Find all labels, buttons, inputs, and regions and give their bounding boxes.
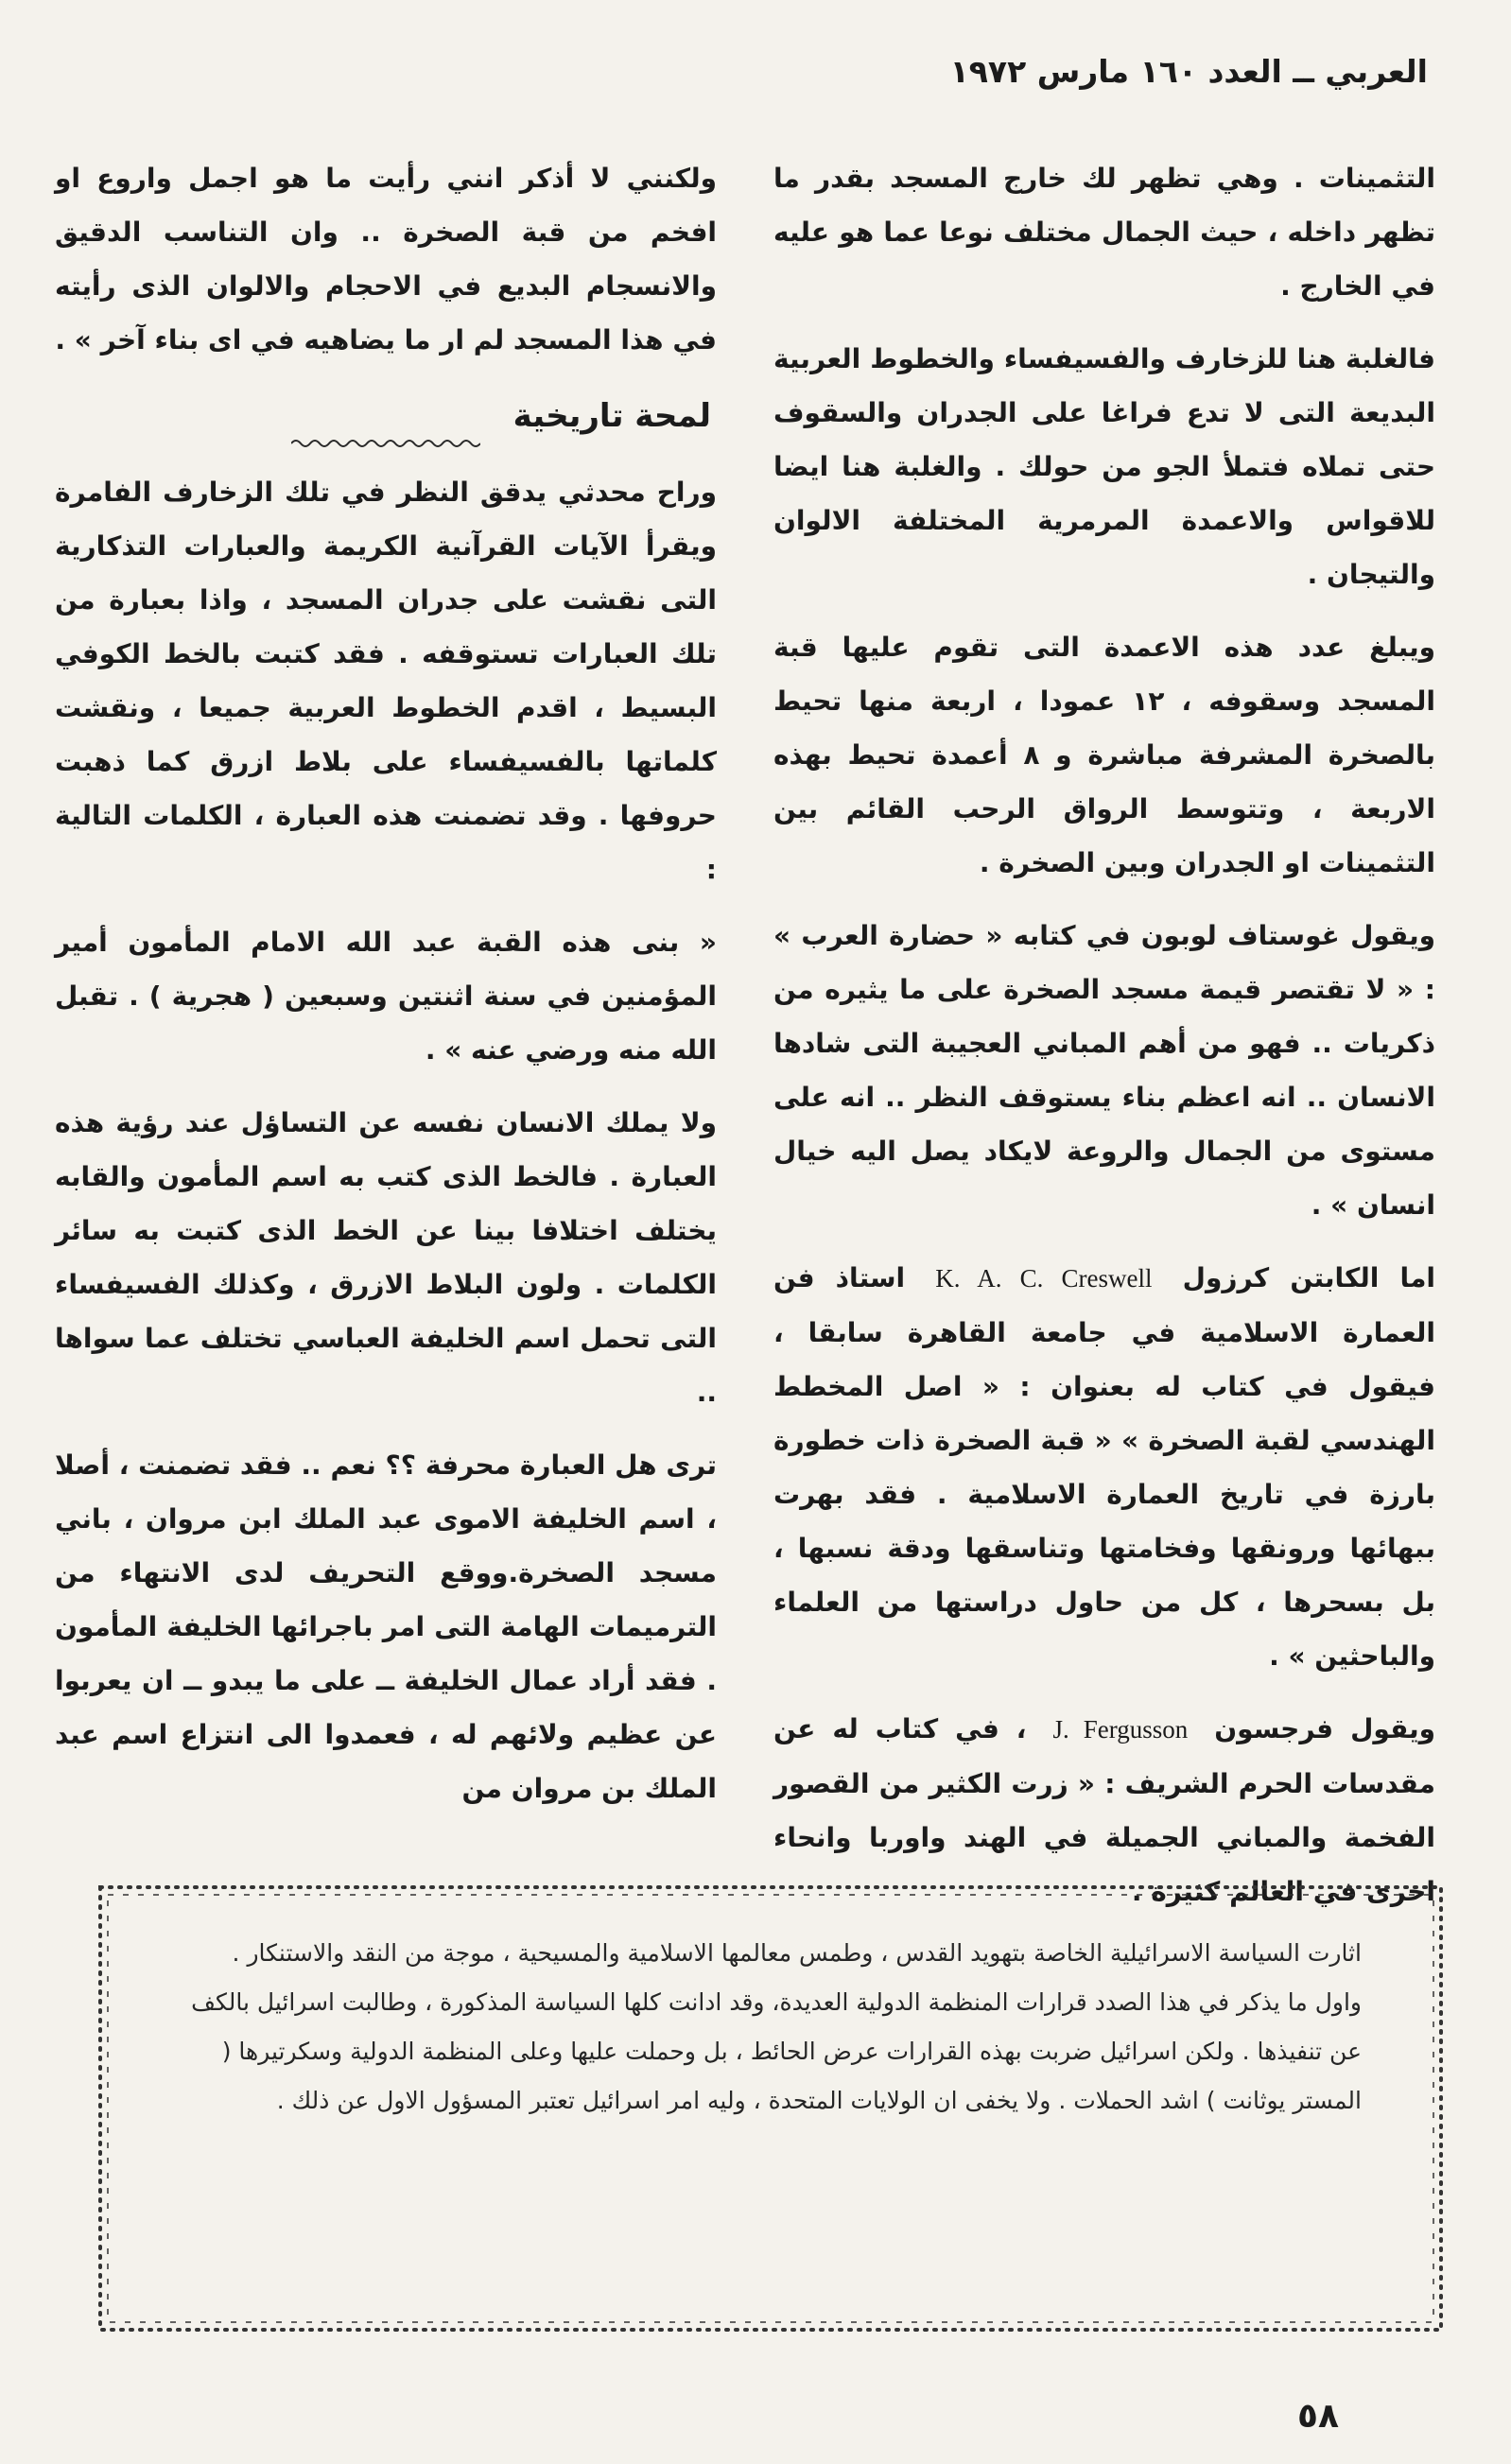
paragraph-decoration: فالغلبة هنا للزخارف والفسيفساء والخطوط العربية البديعة التى لا تدع فراغا على الجدران والسقوف حتى تملاه فتملأ الجو من حولك . والغلبة هنا ايضا للاقواس والاعمدة المرمرية المختلفة الالوان والتيجان . — [773, 343, 1435, 590]
section-heading: لمحة تاريخية — [512, 397, 711, 435]
paragraph-script-difference: ولا يملك الانسان نفسه عن التساؤل عند رؤية هذه العبارة . فالخط الذى كتب به اسم المأمون والقابه يختلف اختلافا بينا عن الخط الذى كتبت به سائر الكلمات . ولون البلاط الازرق ، وكذلك الفسيفساء التى تحمل اسم الخليفة العباسي تختلف عما سواها .. — [55, 1107, 717, 1408]
paragraph-octagons: التثمينات . وهي تظهر لك خارج المسجد بقدر ما تظهر داخله ، حيث الجمال مختلف نوعا عما هو عليه في الخارج . — [773, 163, 1435, 302]
fergusson-intro: ويقول فرجسون — [1214, 1713, 1436, 1744]
article-column-left — [55, 151, 717, 1834]
running-header: العربي ــ العدد ١٦٠ مارس ١٩٧٢ — [949, 53, 1428, 90]
wavy-underline — [291, 437, 480, 450]
paragraph-lebon-quote: ويقول غوستاف لوبون في كتابه « حضارة العرب » : « لا تقتصر قيمة مسجد الصخرة على ما يثيره من ذكريات .. فهو من أهم المباني العجيبة التى شادها الانسان .. انه اعظم بناء يستوقف النظر .. انه على مستوى من الجمال والروعة لايكاد يصل اليه خيال انسان » . — [773, 920, 1435, 1221]
paragraph-inscription-quote: « بنى هذه القبة عبد الله الامام المأمون أمير المؤمنين في سنة اثنتين وسبعين ( هجرية ) . تقبل الله منه ورضي عنه » . — [55, 927, 717, 1066]
creswell-intro: اما الكابتن كرزول — [1182, 1262, 1435, 1293]
fergusson-body: ، في كتاب له عن مقدسات الحرم الشريف : « زرت الكثير من القصور الفخمة والمباني الجميلة في الهند واوربا وانحاء اخرى في العالم كثيرة . — [773, 1713, 1435, 1907]
fergusson-latin-name: J. Fergusson — [1052, 1715, 1189, 1744]
paragraph-fergusson-continued: ولكنني لا أذكر انني رأيت ما هو اجمل واروع او افخم من قبة الصخرة .. وان التناسب الدقيق والانسجام البديع في الاحجام والالوان الذى رأيته في هذا المسجد لم ار ما يضاهيه في اى بناء آخر » . — [55, 163, 717, 356]
paragraph-alteration: ترى هل العبارة محرفة ؟؟ نعم .. فقد تضمنت ، أصلا ، اسم الخليفة الاموى عبد الملك ابن مروان ، باني مسجد الصخرة.ووقع التحريف لدى الانتهاء من الترميمات الهامة التى امر باجرائها الخليفة المأمون . فقد أراد عمال الخليفة ــ على ما يبدو ــ ان يعربوا عن عظيم ولائهم له ، فعمدوا الى انتزاع اسم عبد الملك بن مروان من — [55, 1449, 717, 1804]
paragraph-inscription: وراح محدثي يدقق النظر في تلك الزخارف الفامرة ويقرأ الآيات القرآنية الكريمة والعبارات التذكارية التى نقشت على جدران المسجد ، واذا بعبارة من تلك العبارات تستوقفه . فقد كتبت بالخط الكوفي البسيط ، اقدم الخطوط العربية جميعا ، ونقشت كلماتها بالفسيفساء على بلاط ازرق كما ذهبت حروفها . وقد تضمنت هذه العبارة ، الكلمات التالية : — [55, 477, 717, 885]
creswell-body: استاذ فن العمارة الاسلامية في جامعة القاهرة سابقا ، فيقول في كتاب له بعنوان : « اصل المخطط الهندسي لقبة الصخرة » « قبة الصخرة ذات خطورة بارزة في تاريخ العمارة الاسلامية . فقد بهرت ببهائها ورونقها وفخامتها وتناسقها ودقة نسبها ، بل بسحرها ، كل من حاول دراستها من العلماء والباحثين » . — [773, 1262, 1435, 1672]
paragraph-creswell — [773, 1251, 1435, 1683]
page-number: ٥٨ — [1297, 2397, 1339, 2436]
notice-text: اثارت السياسة الاسرائيلية الخاصة بتهويد القدس ، وطمس معالمها الاسلامية والمسيحية ، موجة من النقد والاستنكار . واول ما يذكر في هذا الصدد قرارات المنظمة الدولية العديدة، وقد ادانت كلها السياسة المذكورة ، وطالبت اسرائيل بالكف عن تنفيذها . ولكن اسرائيل ضربت بهذه القرارات عرض الحائط ، بل وحملت عليها وعلى المنظمة الدولية وسكرتيرها ( المستر يوثانت ) اشد الحملات . ولا يخفى ان الولايات المتحدة ، وليه امر اسرائيل تعتبر المسؤول الاول عن ذلك . — [191, 1939, 1362, 2114]
section-heading-block — [55, 390, 717, 450]
notice-box — [95, 1882, 1447, 2335]
paragraph-columns: ويبلغ عدد هذه الاعمدة التى تقوم عليها قبة المسجد وسقوفه ، ١٢ عمودا ، اربعة منها تحيط بالصخرة المشرفة مباشرة و ٨ أعمدة تحيط بهذه الاربعة ، وتتوسط الرواق الرحب القائم بين التثمينات او الجدران وبين الصخرة . — [773, 632, 1436, 878]
article-column-right — [773, 151, 1435, 1937]
creswell-latin-name: K. A. C. Creswell — [935, 1264, 1153, 1293]
